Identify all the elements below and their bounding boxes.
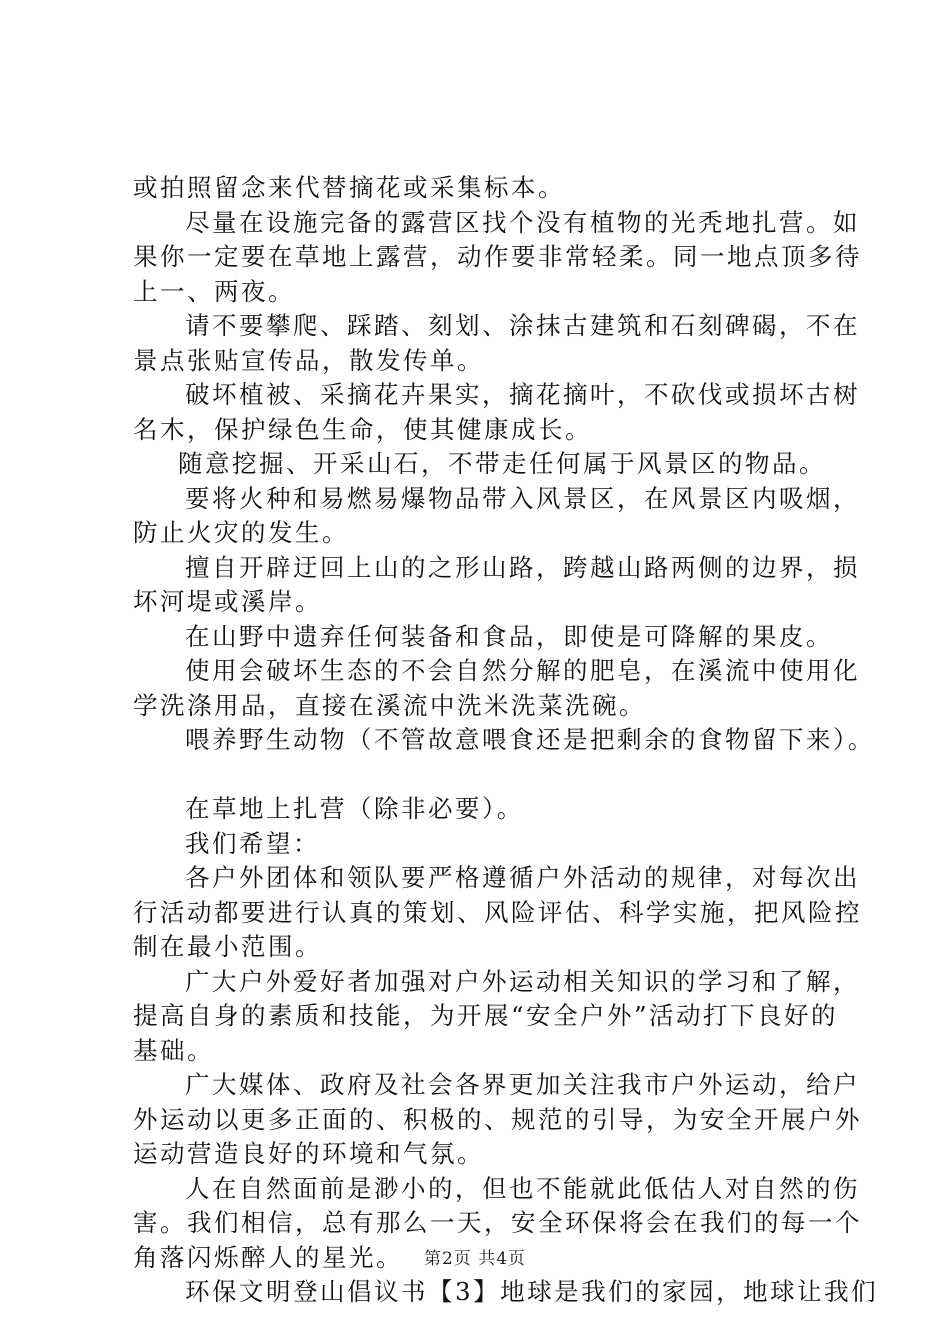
text-line: 提高自身的素质和技能，为开展“安全户外”活动打下良好的 xyxy=(133,1001,839,1030)
text-line: 请不要攀爬、踩踏、刻划、涂抹古建筑和石刻碑碣，不在 xyxy=(185,311,860,340)
text-line: 防止火灾的发生。 xyxy=(133,518,349,547)
text-line: 制在最小范围。 xyxy=(133,932,322,961)
page-footer xyxy=(0,1244,950,1269)
text-line: 果你一定要在草地上露营，动作要非常轻柔。同一地点顶多待 xyxy=(133,242,862,271)
text-line: 学洗涤用品，直接在溪流中洗米洗菜洗碗。 xyxy=(133,690,646,720)
text-line: 我们希望： xyxy=(185,828,320,858)
text-line: 广大媒体、政府及社会各界更加关注我市户外运动，给户 xyxy=(185,1070,860,1099)
text-line: 角落闪烁醉人的星光。 xyxy=(133,1242,403,1272)
text-line: 尽量在设施完备的露营区找个没有植物的光秃地扎营。如 xyxy=(185,207,860,237)
text-line: 各户外团体和领队要严格遵循户外活动的规律，对每次出 xyxy=(185,863,860,892)
text-line: 景点张贴宣传品，散发传单。 xyxy=(133,345,484,375)
text-line: 在草地上扎营（除非必要）。 xyxy=(185,794,524,823)
text-line: 外运动以更多正面的、积极的、规范的引导，为安全开展户外 xyxy=(133,1104,862,1134)
text-line: 喂养野生动物（不管故意喂食还是把剩余的食物留下来）。 xyxy=(185,725,875,754)
text-line: 基础。 xyxy=(133,1035,214,1065)
text-line: 名木，保护绿色生命，使其健康成长。 xyxy=(133,414,592,444)
text-line: 随意挖掘、开采山石，不带走任何属于风景区的物品。 xyxy=(178,449,826,478)
page-number-label: 第2页 共4页 xyxy=(423,1249,527,1269)
text-line: 害。我们相信，总有那么一天，安全环保将会在我们的每一个 xyxy=(133,1208,862,1237)
paragraph-gap xyxy=(133,758,833,793)
document-body xyxy=(133,171,879,1310)
text-line: 坏河堤或溪岸。 xyxy=(133,587,322,616)
text-line: 环保文明登山倡议书【3】地球是我们的家园，地球让我们 xyxy=(185,1277,879,1306)
text-line: 上一、两夜。 xyxy=(133,276,295,306)
text-line: 人在自然面前是渺小的，但也不能就此低估人对自然的伤 xyxy=(185,1173,860,1203)
text-line: 行活动都要进行认真的策划、风险评估、科学实施，把风险控 xyxy=(133,897,862,927)
text-line: 或拍照留念来代替摘花或采集标本。 xyxy=(133,173,565,202)
text-line: 使用会破坏生态的不会自然分解的肥皂，在溪流中使用化 xyxy=(185,656,860,685)
text-line: 擅自开辟迂回上山的之形山路，跨越山路两侧的边界，损 xyxy=(185,552,860,582)
text-line: 在山野中遗弃任何装备和食品，即使是可降解的果皮。 xyxy=(185,621,833,651)
text-line: 广大户外爱好者加强对户外运动相关知识的学习和了解， xyxy=(185,966,860,996)
text-line: 运动营造良好的环境和气氛。 xyxy=(133,1139,484,1168)
text-line: 要将火种和易燃易爆物品带入风景区，在风景区内吸烟， xyxy=(185,483,860,513)
text-line: 破坏植被、采摘花卉果实，摘花摘叶，不砍伐或损坏古树 xyxy=(185,380,860,409)
